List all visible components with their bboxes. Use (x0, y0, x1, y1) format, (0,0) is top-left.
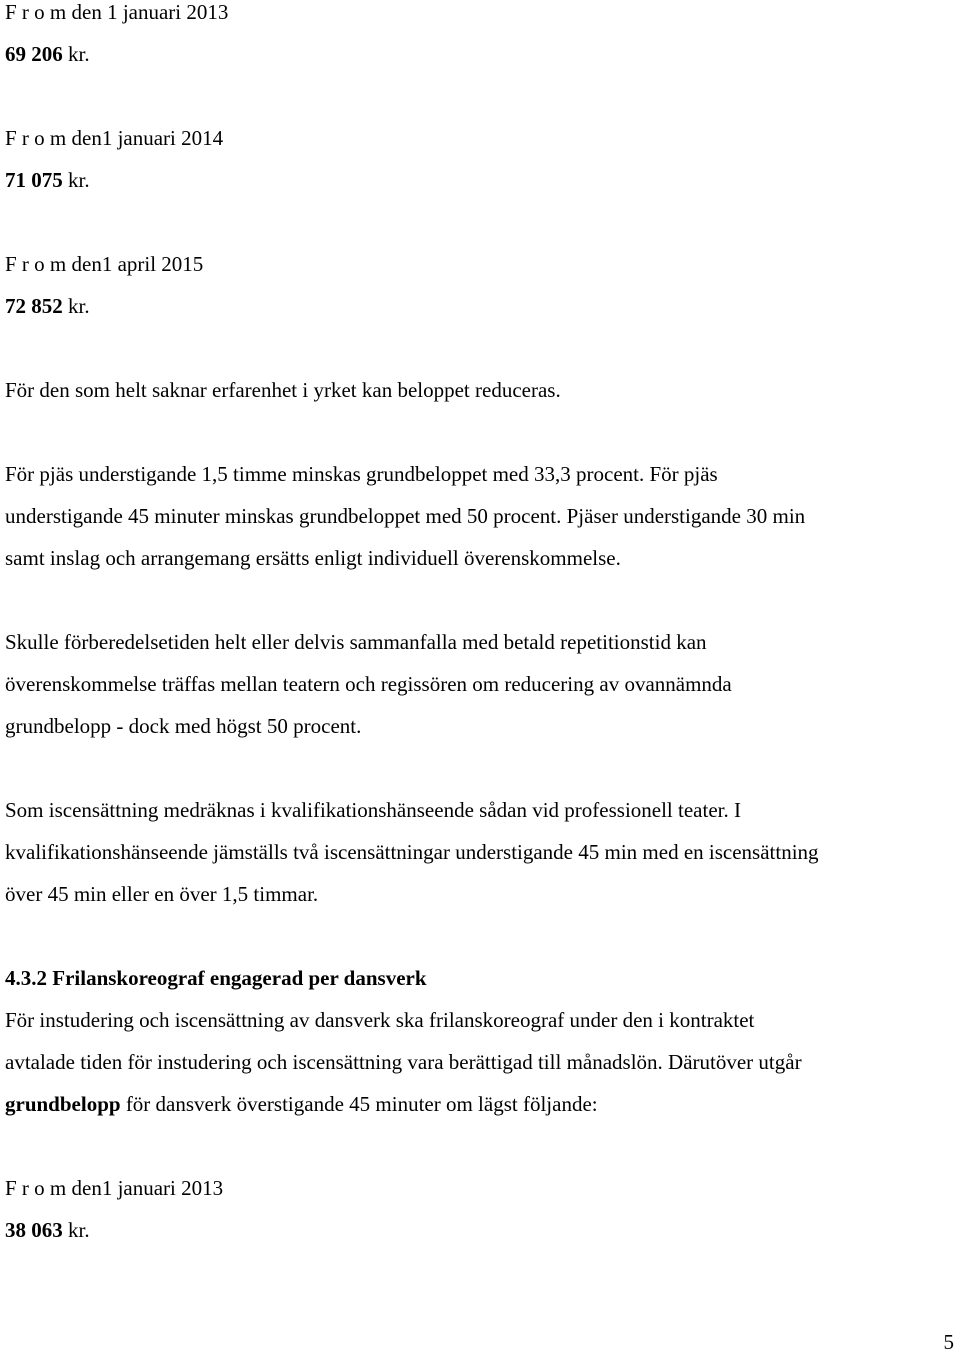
rate-amount-1 (5, 42, 90, 66)
section-line-3 (5, 1092, 598, 1116)
rate-unit-2: kr. (68, 168, 90, 192)
rate-unit-1: kr. (68, 42, 90, 66)
section-heading: 4.3.2 Frilanskoreograf engagerad per dansverk (5, 966, 427, 990)
rate-date-2: F r o m den1 januari 2014 (5, 126, 224, 150)
rate-amount-3 (5, 294, 90, 318)
rate-amount-2 (5, 168, 90, 192)
section-line-3-bold: grundbelopp (5, 1092, 121, 1116)
paragraph-length-line-1: För pjäs understigande 1,5 timme minskas grundbeloppet med 33,3 procent. För pjäs (5, 462, 718, 486)
paragraph-preparation-line-3: grundbelopp - dock med högst 50 procent. (5, 714, 362, 738)
paragraph-length-line-3: samt inslag och arrangemang ersätts enligt individuell överenskommelse. (5, 546, 621, 570)
rate-amount-value-2: 71 075 (5, 168, 63, 192)
paragraph-length-line-2: understigande 45 minuter minskas grundbeloppet med 50 procent. Pjäser understigande 30 min (5, 504, 806, 528)
rate-date-1: F r o m den 1 januari 2013 (5, 0, 229, 24)
rate-amount-value-1: 69 206 (5, 42, 63, 66)
section-line-1: För instudering och iscensättning av dansverk ska frilanskoreograf under den i kontraktet (5, 1008, 755, 1032)
rate-date-3: F r o m den1 april 2015 (5, 252, 204, 276)
paragraph-staging-line-2: kvalifikationshänseende jämställs två iscensättningar understigande 45 min med en iscensättning (5, 840, 819, 864)
section-line-2: avtalade tiden för instudering och iscensättning vara berättigad till månadslön. Därutöver utgår (5, 1050, 802, 1074)
rate-bottom-date: F r o m den1 januari 2013 (5, 1176, 224, 1200)
paragraph-experience: För den som helt saknar erfarenhet i yrket kan beloppet reduceras. (5, 378, 561, 402)
paragraph-staging-line-3: över 45 min eller en över 1,5 timmar. (5, 882, 319, 906)
paragraph-staging-line-1: Som iscensättning medräknas i kvalifikationshänseende sådan vid professionell teater. I (5, 798, 741, 822)
rate-bottom-amount (5, 1218, 90, 1242)
page-number: 5 (943, 1330, 954, 1354)
paragraph-preparation-line-1: Skulle förberedelsetiden helt eller delvis sammanfalla med betald repetitionstid kan (5, 630, 707, 654)
rate-unit-3: kr. (68, 294, 90, 318)
rate-bottom-amount-value: 38 063 (5, 1218, 63, 1242)
rate-amount-value-3: 72 852 (5, 294, 63, 318)
rate-bottom-unit: kr. (68, 1218, 90, 1242)
section-line-3-rest: för dansverk överstigande 45 minuter om lägst följande: (120, 1092, 598, 1116)
paragraph-preparation-line-2: överenskommelse träffas mellan teatern och regissören om reducering av ovannämnda (5, 672, 732, 696)
